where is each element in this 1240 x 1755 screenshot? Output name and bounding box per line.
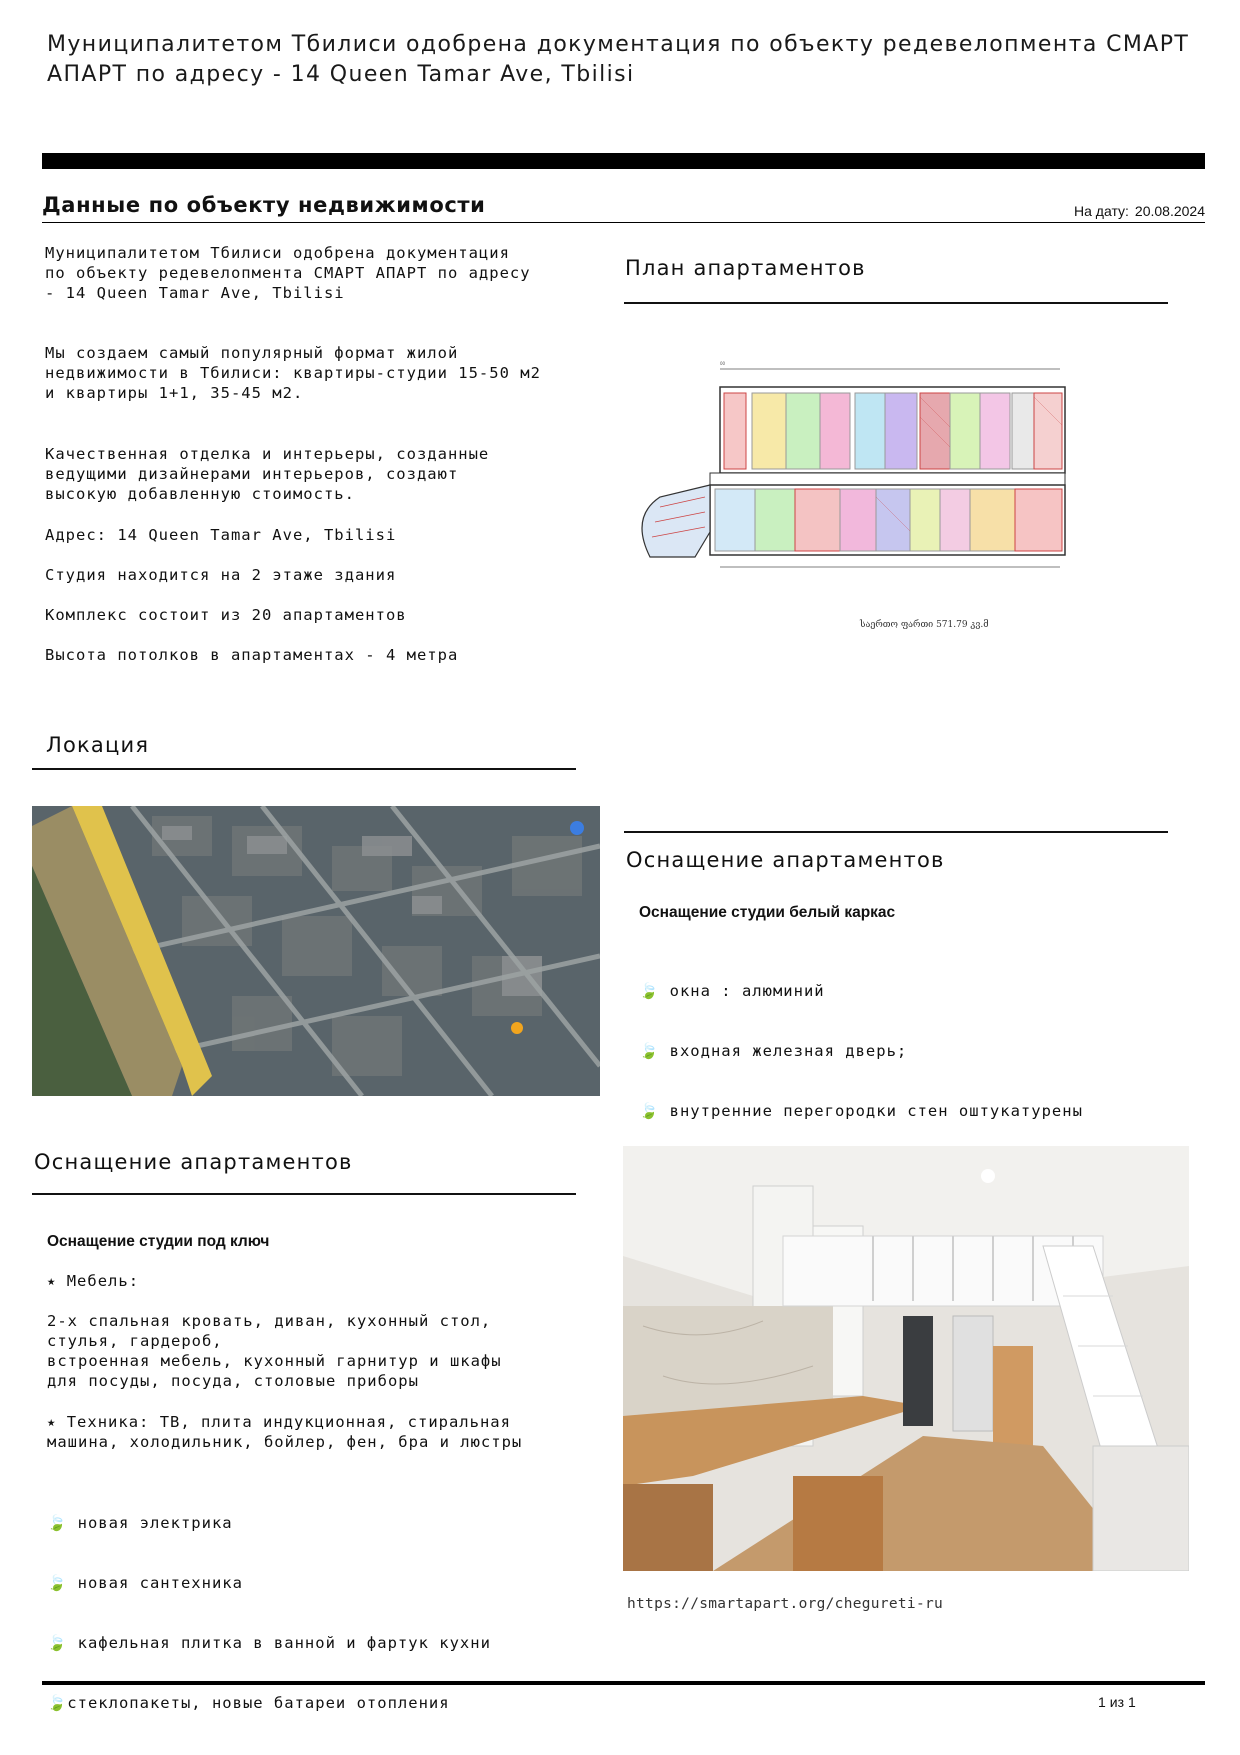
location-divider [32,768,576,770]
svg-text:00: 00 [720,361,726,366]
header-bar [42,153,1205,169]
plan-caption: საერთო ფართი 571.79 კვ.მ [860,620,989,630]
list-item: 🍃 новая сантехника [47,1574,243,1592]
report-date [1068,203,1205,219]
description-intro: Муниципалитетом Тбилиси одобрена документация по объекту редевелопмента СМАРТ АПАРТ по адресу - 14 Queen Tamar Ave, Tbilisi [45,244,531,302]
list-item: 🍃 окна : алюминий [639,982,825,1000]
interior-photo [623,1146,1189,1571]
equipment-turnkey-heading: Оснащение апартаментов [34,1150,353,1174]
description-quality: Качественная отделка и интерьеры, созданные ведущими дизайнерами интерьеров, создают высокую добавленную стоимость. [45,445,490,503]
date-label: На дату: [1074,203,1129,219]
description-ceiling: Высота потолков в апартаментах - 4 метра [45,646,459,664]
satellite-map[interactable] [32,806,600,1096]
equipment-white-subheading: Оснащение студии белый каркас [639,904,896,921]
floor-plan-image [620,357,1168,643]
description-floor: Студия находится на 2 этаже здания [45,566,397,584]
description-complex: Комплекс состоит из 20 апартаментов [45,606,407,624]
list-item: 🍃 внутренние перегородки стен оштукатурены [639,1102,1083,1120]
location-heading: Локация [46,733,150,757]
equipment-turnkey-divider [32,1193,576,1195]
furniture-text: 2-х спальная кровать, диван, кухонный стол, стулья, гардероб, встроенная мебель, кухонный гарнитур и шкафы для посуды, посуда, столовые приборы [47,1312,502,1390]
page-number [1098,1694,1136,1710]
document-title: Муниципалитетом Тбилиси одобрена документация по объекту редевелопмента СМАРТ АПАРТ по адресу - 14 Queen Tamar Ave, Tbilisi [47,32,1190,87]
list-item: 🍃 входная железная дверь; [639,1042,908,1060]
equipment-turnkey-subheading: Оснащение студии под ключ [47,1233,270,1250]
page-current: 1 [1098,1694,1106,1710]
list-item: 🍃 новая электрика [47,1514,233,1532]
description-address: Адрес: 14 Queen Tamar Ave, Tbilisi [45,526,397,544]
equipment-white-heading: Оснащение апартаментов [626,848,945,872]
plan-heading: План апартаментов [625,256,866,280]
list-item: 🍃стеклопакеты, новые батареи отопления [47,1694,450,1712]
plan-divider [624,302,1168,304]
description-format: Мы создаем самый популярный формат жилой недвижимости в Тбилиси: квартиры-студии 15-50 м2 и квартиры 1+1, 35-45 м2. [45,344,541,402]
page-of: из [1109,1694,1125,1710]
furniture-title: ⭑ Мебель: [47,1272,140,1290]
tech-text: ⭑ Техника: ТВ, плита индукционная, стиральная машина, холодильник, бойлер, фен, бра и люстры [47,1413,523,1451]
date-value: 20.08.2024 [1134,203,1205,219]
equipment-turnkey-list [47,1473,607,1733]
equipment-white-divider [624,831,1168,833]
page-total: 1 [1128,1694,1136,1710]
section-divider [42,222,1205,223]
footer-bar [42,1681,1205,1685]
source-link[interactable]: https://smartapart.org/chegureti-ru [627,1596,944,1612]
section-heading: Данные по объекту недвижимости [42,193,486,217]
list-item: 🍃 кафельная плитка в ванной и фартук кухни [47,1634,491,1652]
